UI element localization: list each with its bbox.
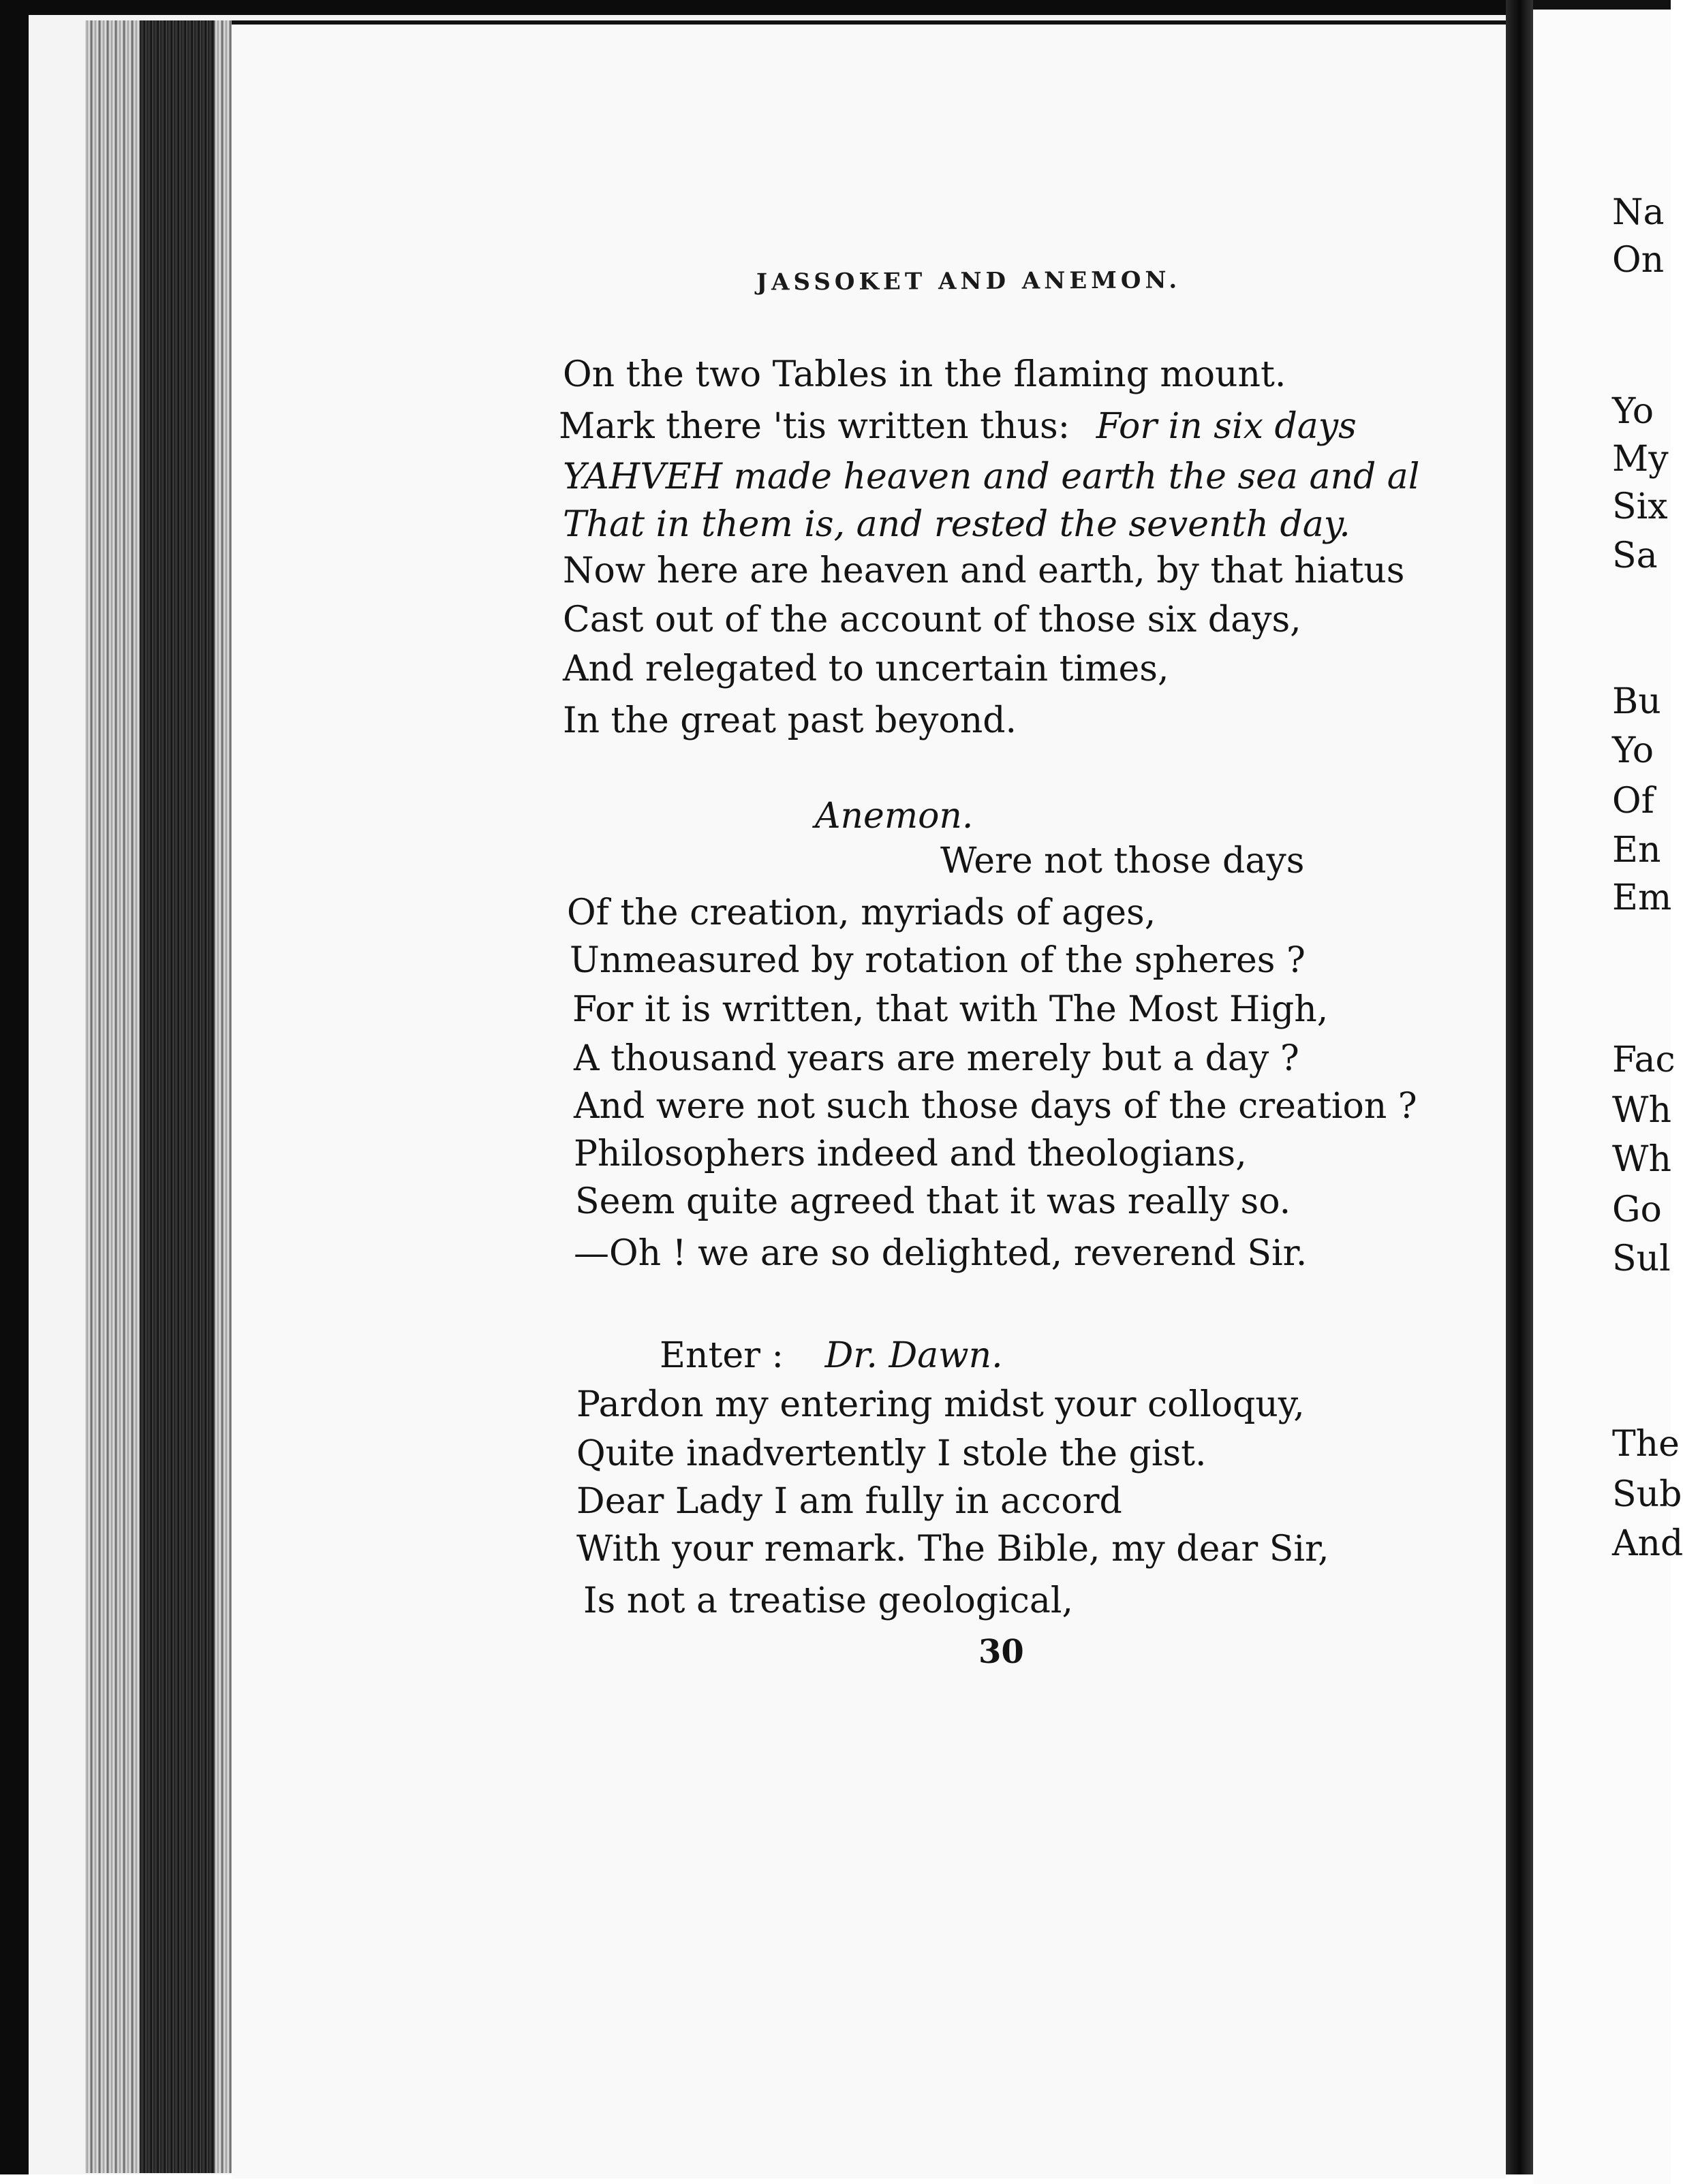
text-line: With your remark. The Bible, my dear Sir, [576,1529,1329,1570]
book-binding-edge [140,20,215,2173]
facing-page-fragment: Six [1612,486,1668,527]
text-line [559,406,1357,447]
facing-page-fragment: Sub [1612,1474,1682,1515]
speaker-name: Anemon. [815,796,974,837]
text-line: Quite inadvertently I stole the gist. [576,1433,1207,1474]
italic-segment: For in six days [1096,406,1357,447]
text-line: Of the creation, myriads of ages, [567,892,1156,933]
text-line: In the great past beyond. [563,700,1017,741]
facing-page-fragment: En [1612,830,1661,871]
text-line: And relegated to uncertain times, [563,649,1169,689]
text-line: Cast out of the account of those six days, [563,599,1301,640]
text-line: Were not those days [940,841,1305,882]
facing-page-fragment: Bu [1612,681,1661,722]
stage-direction [660,1335,1003,1376]
facing-page-fragment: Na [1612,192,1665,233]
facing-page-fragment: Sul [1612,1238,1671,1279]
running-header: JASSOKET AND ANEMON. [756,266,1182,296]
facing-page-fragment: On [1612,240,1665,281]
text-line: Now here are heaven and earth, by that hiatus [563,550,1405,591]
facing-page-fragment: Fac [1612,1040,1676,1080]
facing-page-fragment: Of [1612,781,1654,822]
facing-page-fragment: Yo [1612,730,1654,771]
text-line: Philosophers indeed and theologians, [574,1134,1247,1174]
facing-page-fragment: Go [1612,1189,1662,1230]
text-line: A thousand years are merely but a day ? [574,1038,1299,1079]
text-line: For it is written, that with The Most High, [572,989,1329,1030]
italic-line: YAHVEH made heaven and earth the sea and al [563,456,1420,497]
text-line: Is not a treatise geological, [583,1580,1074,1621]
facing-page-fragment: Yo [1612,391,1654,432]
facing-page-fragment: My [1612,439,1669,480]
entering-character: Dr. Dawn. [824,1335,1003,1376]
facing-page-fragment: Em [1612,877,1672,918]
text-line: Dear Lady I am fully in accord [576,1481,1122,1522]
scan-border-top [0,0,1671,15]
facing-page-fragment: Wh [1612,1139,1671,1180]
text-line: Unmeasured by rotation of the spheres ? [570,940,1306,981]
facing-page-fragment: Sa [1612,535,1658,576]
text-line: On the two Tables in the flaming mount. [563,354,1286,395]
scan-border-left [0,0,29,2174]
text-line: —Oh ! we are so delighted, reverend Sir. [574,1233,1308,1274]
stage-direction-label: Enter : [660,1335,784,1376]
page-number: 30 [978,1633,1024,1671]
italic-line: That in them is, and rested the seventh day. [563,504,1350,545]
text-line: Seem quite agreed that it was really so. [575,1181,1291,1222]
book-gutter [1506,0,1533,2174]
text-line: And were not such those days of the creation ? [574,1086,1417,1127]
facing-page-fragment: The [1612,1424,1680,1465]
text-line: Pardon my entering midst your colloquy, [576,1384,1305,1425]
facing-page-fragment: Wh [1612,1090,1671,1131]
facing-page-fragment: And [1612,1523,1683,1564]
text-segment: Mark there 'tis written thus: [559,406,1070,447]
